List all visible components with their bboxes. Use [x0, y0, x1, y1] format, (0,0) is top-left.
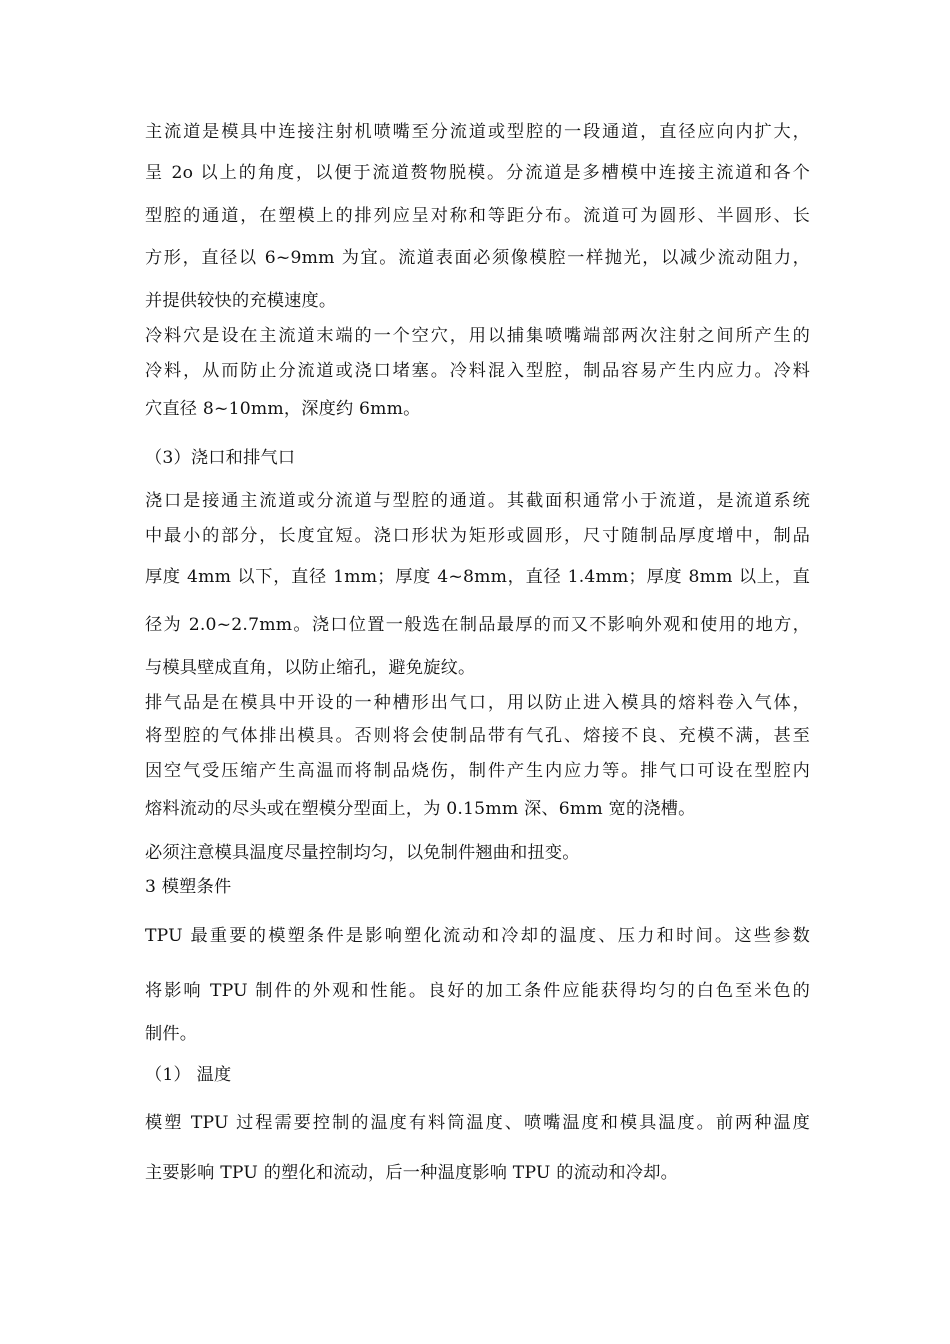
text-line: 浇口是接通主流道或分流道与型腔的通道。其截面积通常小于流道，是流道系统: [145, 491, 810, 511]
text-line: 将型腔的气体排出模具。否则将会使制品带有气孔、熔接不良、充模不满，甚至: [145, 726, 810, 746]
text-line: 排气品是在模具中开设的一种槽形出气口，用以防止进入模具的熔料卷入气体，: [145, 693, 810, 713]
text-line: 熔料流动的尽头或在塑模分型面上，为 0.15mm 深、6mm 宽的浇槽。: [145, 799, 696, 819]
section-heading: （1） 温度: [145, 1065, 232, 1085]
text-line: 制件。: [145, 1024, 198, 1044]
text-line: 与模具壁成直角，以防止缩孔，避免旋纹。: [145, 658, 476, 678]
section-heading: （3）浇口和排气口: [145, 448, 296, 468]
text-line: 主要影响 TPU 的塑化和流动，后一种温度影响 TPU 的流动和冷却。: [145, 1163, 678, 1183]
text-line: 中最小的部分，长度宜短。浇口形状为矩形或圆形，尺寸随制品厚度增中，制品: [145, 526, 810, 546]
text-line: 主流道是模具中连接注射机喷嘴至分流道或型腔的一段通道，直径应向内扩大，: [145, 122, 810, 142]
section-heading: 3 模塑条件: [145, 877, 232, 897]
text-line: 型腔的通道，在塑模上的排列应呈对称和等距分布。流道可为圆形、半圆形、长: [145, 206, 810, 226]
text-line: TPU 最重要的模塑条件是影响塑化流动和冷却的温度、压力和时间。这些参数: [145, 926, 810, 946]
text-line: 并提供较快的充模速度。: [145, 291, 337, 311]
text-line: 必须注意模具温度尽量控制均匀，以免制件翘曲和扭变。: [145, 843, 580, 863]
text-line: 冷料穴是设在主流道末端的一个空穴，用以捕集喷嘴端部两次注射之间所产生的: [145, 326, 810, 346]
text-line: 将影响 TPU 制件的外观和性能。良好的加工条件应能获得均匀的白色至米色的: [145, 981, 810, 1001]
text-line: 因空气受压缩产生高温而将制品烧伤，制件产生内应力等。排气口可设在型腔内: [145, 761, 810, 781]
text-line: 呈 2o 以上的角度，以便于流道赘物脱模。分流道是多槽模中连接主流道和各个: [145, 163, 810, 183]
text-line: 厚度 4mm 以下，直径 1mm；厚度 4~8mm，直径 1.4mm；厚度 8mm 以上，直: [145, 567, 810, 587]
text-line: 方形，直径以 6~9mm 为宜。流道表面必须像模腔一样抛光，以减少流动阻力，: [145, 248, 810, 268]
text-line: 穴直径 8~10mm，深度约 6mm。: [145, 399, 421, 419]
text-line: 冷料，从而防止分流道或浇口堵塞。冷料混入型腔，制品容易产生内应力。冷料: [145, 361, 810, 381]
text-line: 径为 2.0~2.7mm。浇口位置一般选在制品最厚的而又不影响外观和使用的地方，: [145, 615, 810, 635]
text-line: 模塑 TPU 过程需要控制的温度有料筒温度、喷嘴温度和模具温度。前两种温度: [145, 1113, 810, 1133]
